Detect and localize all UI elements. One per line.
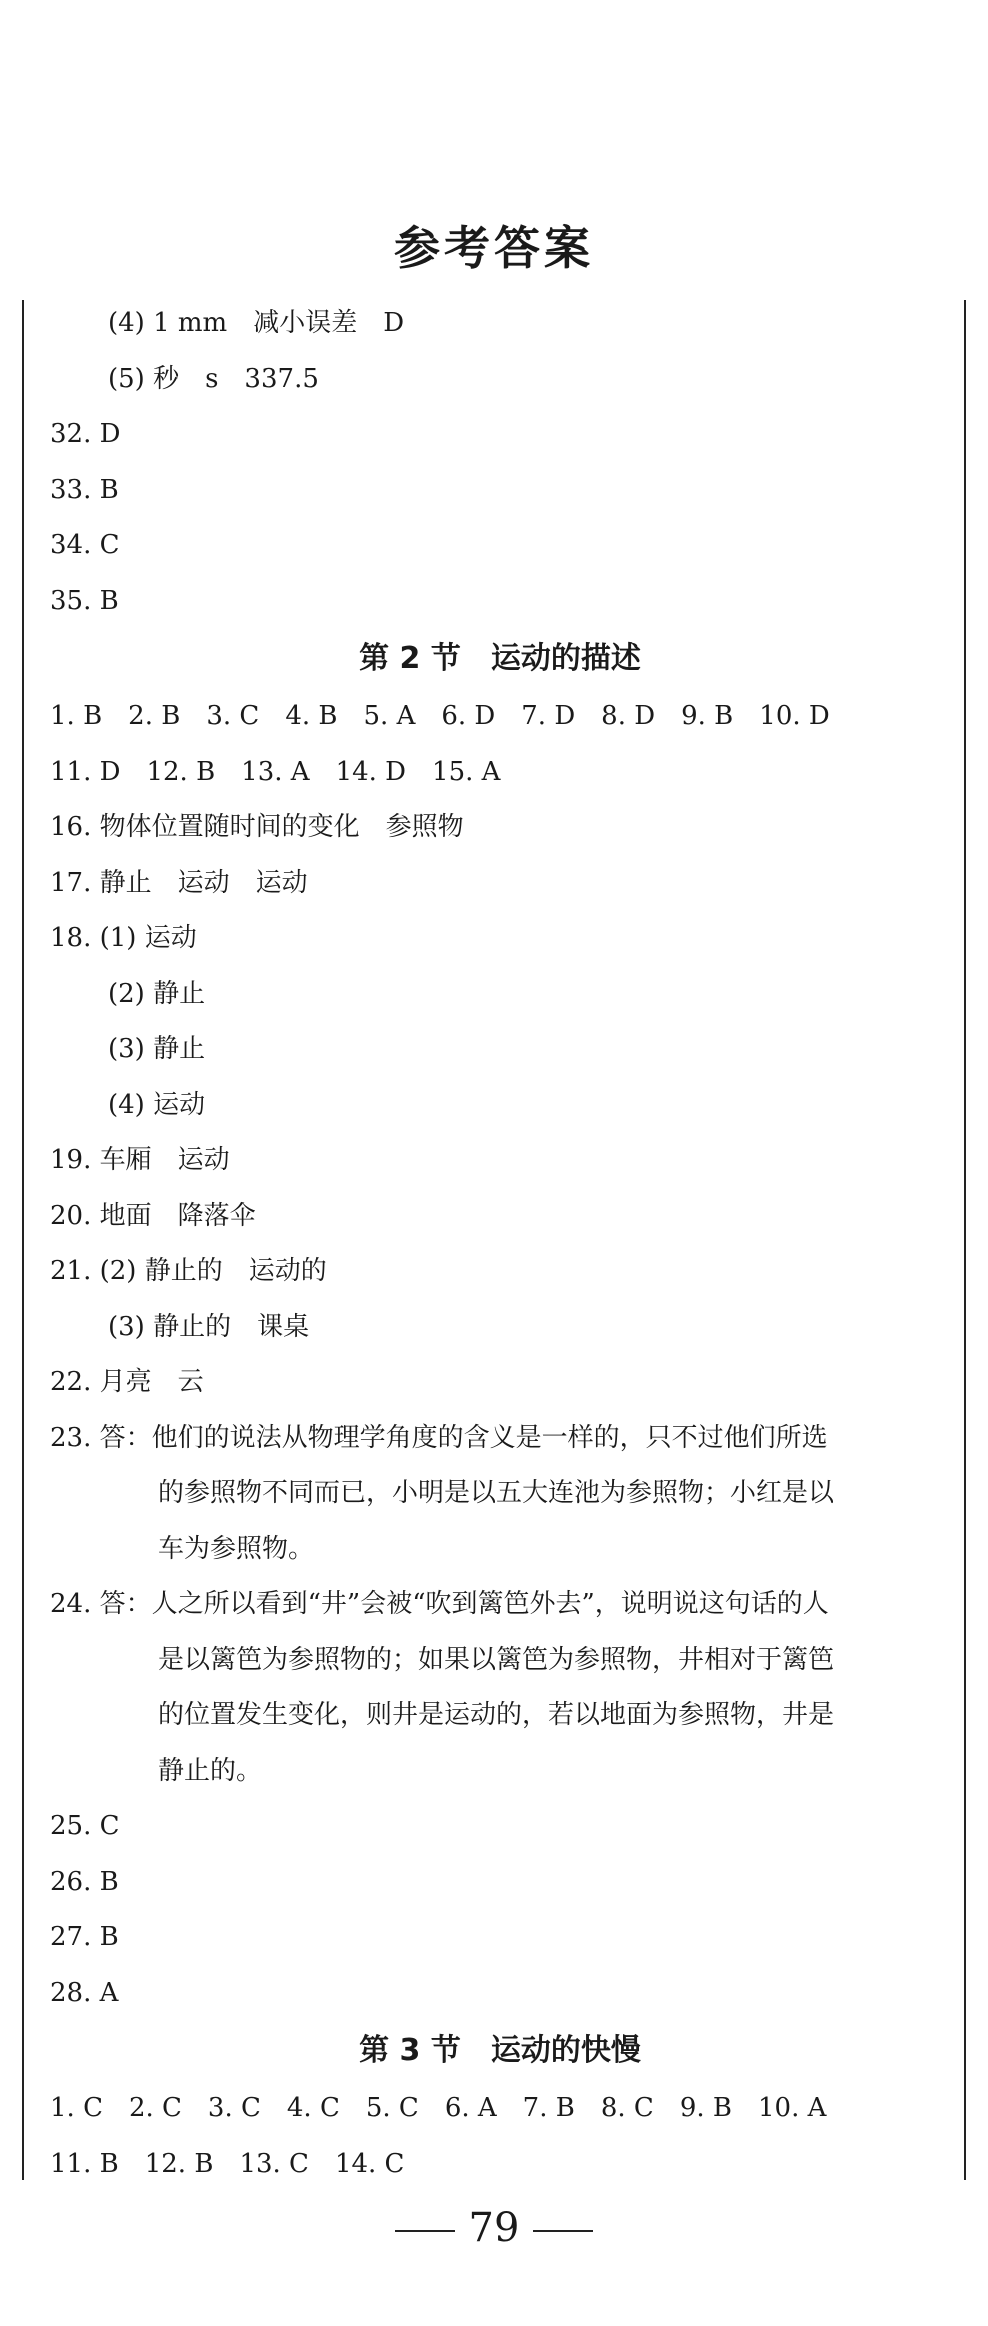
answer-line: 28. A bbox=[50, 1977, 119, 2008]
answer-line: 16. 物体位置随时间的变化 参照物 bbox=[50, 812, 464, 842]
answer-line: 33. B bbox=[50, 474, 119, 505]
page-number-text: 79 bbox=[468, 2205, 520, 2251]
answer-line: 26. B bbox=[50, 1866, 119, 1897]
left-border-rule bbox=[22, 300, 24, 2180]
right-border-rule bbox=[964, 300, 966, 2180]
answer-line: 1. B 2. B 3. C 4. B 5. A 6. D 7. D 8. D 9. B 10. D bbox=[50, 701, 830, 731]
answer-line: 19. 车厢 运动 bbox=[50, 1145, 230, 1175]
answer-line: 34. C bbox=[50, 530, 120, 560]
answer-line: 11. B 12. B 13. C 14. C bbox=[50, 2148, 405, 2179]
answer-line: 21. (2) 静止的 运动的 bbox=[50, 1256, 327, 1286]
answer-line: 25. C bbox=[50, 1811, 120, 1841]
section-title: 第 2 节 运动的描述 bbox=[359, 641, 641, 676]
answer-line: 23. 答：他们的说法从物理学角度的含义是一样的，只不过他们所选 bbox=[50, 1422, 828, 1453]
answer-line: 32. D bbox=[50, 419, 121, 449]
answer-line: 24. 答：人之所以看到“井”会被“吹到篱笆外去”，说明说这句话的人 bbox=[50, 1589, 829, 1619]
answer-line: 11. D 12. B 13. A 14. D 15. A bbox=[50, 756, 501, 787]
answer-line: (5) 秒 s 337.5 bbox=[108, 363, 319, 394]
answer-line: 27. B bbox=[50, 1922, 119, 1952]
answer-line: 18. (1) 运动 bbox=[50, 923, 197, 953]
answer-content bbox=[50, 296, 950, 2192]
answer-line: 22. 月亮 云 bbox=[50, 1367, 204, 1397]
answer-line: 的位置发生变化，则井是运动的，若以地面为参照物，井是 bbox=[158, 1700, 835, 1730]
page-number bbox=[0, 2205, 988, 2251]
page-number-dash bbox=[395, 2230, 455, 2232]
answer-line: 是以篱笆为参照物的；如果以篱笆为参照物，井相对于篱笆 bbox=[158, 1644, 835, 1675]
answer-line: (3) 静止的 课桌 bbox=[108, 1311, 310, 1342]
page-number-dash bbox=[533, 2230, 593, 2232]
answer-line: 35. B bbox=[50, 585, 119, 616]
answer-line: 17. 静止 运动 运动 bbox=[50, 867, 308, 898]
answer-line: 1. C 2. C 3. C 4. C 5. C 6. A 7. B 8. C 9. B 10. A bbox=[50, 2093, 827, 2123]
answer-line: 20. 地面 降落伞 bbox=[50, 1200, 256, 1231]
answer-line: (2) 静止 bbox=[108, 978, 206, 1009]
section-title: 第 3 节 运动的快慢 bbox=[359, 2033, 641, 2068]
answer-line: 静止的。 bbox=[158, 1755, 263, 1786]
answer-line: (4) 运动 bbox=[108, 1089, 206, 1120]
page-title: 参考答案 bbox=[394, 221, 594, 275]
answer-line: 车为参照物。 bbox=[158, 1533, 315, 1564]
answer-line: 的参照物不同而已，小明是以五大连池为参照物；小红是以 bbox=[158, 1478, 835, 1508]
answer-line: (3) 静止 bbox=[108, 1034, 206, 1064]
answer-line: (4) 1 mm 减小误差 D bbox=[108, 308, 405, 338]
